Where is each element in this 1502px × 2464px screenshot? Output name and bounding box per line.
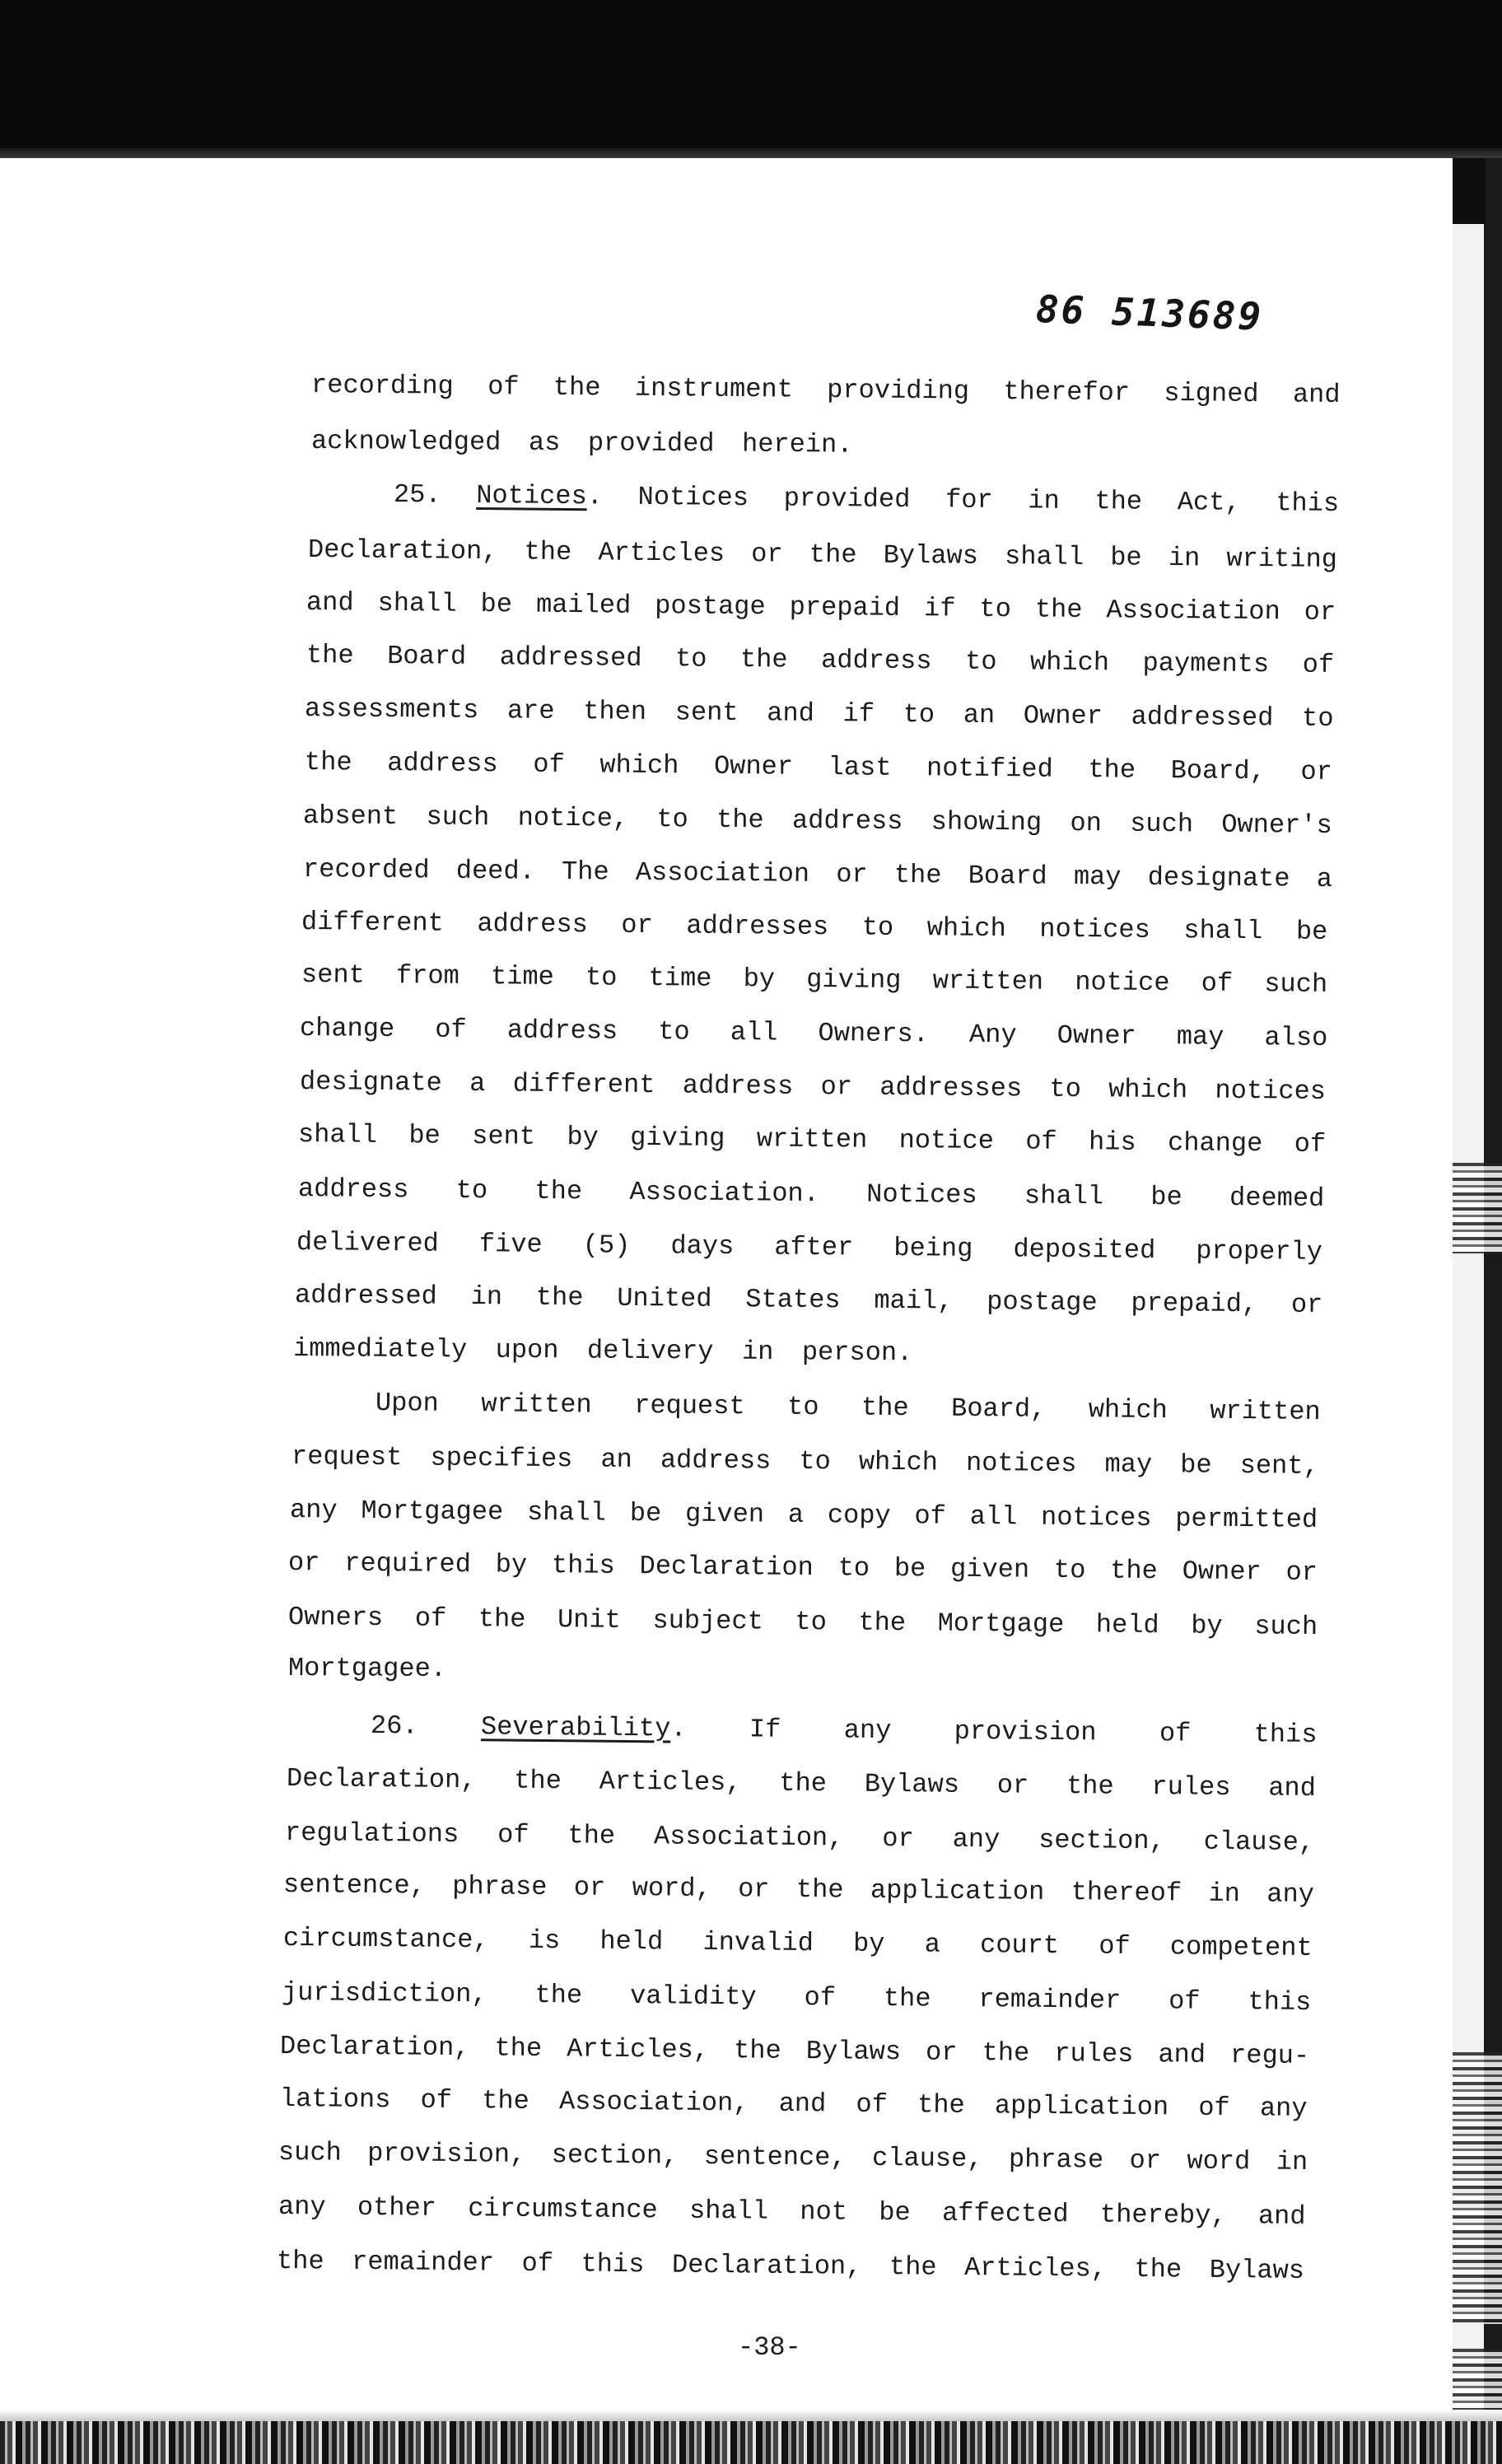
text-line: addressed in the United States mail, postage prepaid, or: [294, 1280, 1323, 1320]
document-number: 86 513689: [1035, 287, 1265, 339]
text-line: different address or addresses to which notices shall be: [301, 907, 1328, 947]
text-line: immediately upon delivery in person.: [292, 1333, 913, 1369]
text-line: circumstance, is held invalid by a court of competent: [282, 1923, 1313, 1963]
text-line: regulations of the Association, or any section, clause,: [284, 1818, 1315, 1858]
text-line: acknowledged as provided herein.: [310, 426, 853, 460]
section-heading: Notices: [476, 479, 587, 512]
scan-edge-block: [1453, 158, 1486, 224]
text-line: and shall be mailed postage prepaid if to the Association or: [306, 587, 1336, 628]
text-line: shall be sent by giving written notice of his change of: [297, 1119, 1327, 1160]
text-line: lations of the Association, and of the application of any: [279, 2084, 1308, 2124]
text-line: address to the Association. Notices shall be deemed: [297, 1174, 1325, 1214]
text-line: change of address to all Owners. Any Owner may also: [299, 1013, 1328, 1053]
text-line: Mortgagee.: [287, 1653, 447, 1685]
text-line: the Board addressed to the address to which payments of: [306, 640, 1335, 680]
text-line: designate a different address or addresses to which notices: [299, 1066, 1327, 1107]
text-line: request specifies an address to which notices may be sent,: [291, 1441, 1319, 1482]
text-line: sentence, phrase or word, or the application thereof in any: [282, 1869, 1315, 1911]
text-line: absent such notice, to the address showing on such Owner's: [302, 800, 1332, 841]
line-text: . If any provision of this: [670, 1713, 1318, 1751]
section-number: 25.: [393, 479, 477, 511]
line-text: . Notices provided for in the Act, this: [586, 481, 1340, 520]
section-heading-line: [393, 479, 1340, 520]
scan-border-right: [1453, 158, 1502, 2464]
text-line: recorded deed. The Association or the Board may designate a: [302, 854, 1333, 894]
text-line: any other circumstance shall not be affected thereby, and: [278, 2191, 1306, 2232]
scan-border-top: [0, 0, 1502, 158]
text-line: Declaration, the Articles or the Bylaws shall be in writing: [307, 534, 1338, 575]
text-line: any Mortgagee shall be given a copy of all notices permitted: [289, 1495, 1318, 1535]
text-line: the address of which Owner last notified the Board, or: [304, 747, 1333, 787]
scan-noise: [1453, 1163, 1502, 1253]
section-heading: Severability: [480, 1711, 671, 1744]
text-line: Declaration, the Articles, the Bylaws or the rules and: [286, 1763, 1317, 1804]
text-line: Declaration, the Articles, the Bylaws or the rules and regu-: [279, 2031, 1310, 2071]
page-number: -38-: [738, 2332, 801, 2363]
text-line: or required by this Declaration to be given to the Owner or: [287, 1547, 1318, 1588]
text-line: jurisdiction, the validity of the remainder of this: [281, 1977, 1312, 2018]
scan-border-bottom: [0, 2421, 1502, 2464]
text-line: such provision, section, sentence, clause, phrase or word in: [278, 2137, 1308, 2177]
text-line: delivered five (5) days after being deposited properly: [296, 1227, 1323, 1267]
scan-noise: [1453, 2052, 1502, 2324]
text-line: recording of the instrument providing therefor signed and: [310, 370, 1341, 410]
text-line: the remainder of this Declaration, the Articles, the Bylaws: [276, 2246, 1305, 2286]
section-number: 26.: [370, 1710, 482, 1743]
text-line: Owners of the Unit subject to the Mortgage held by such: [287, 1602, 1318, 1642]
text-line: assessments are then sent and if to an Owner addressed to: [304, 693, 1334, 734]
section-heading-line: [370, 1710, 1318, 1751]
text-line: Upon written request to the Board, which written: [375, 1388, 1321, 1428]
text-line: sent from time to time by giving written notice of such: [301, 959, 1328, 1000]
